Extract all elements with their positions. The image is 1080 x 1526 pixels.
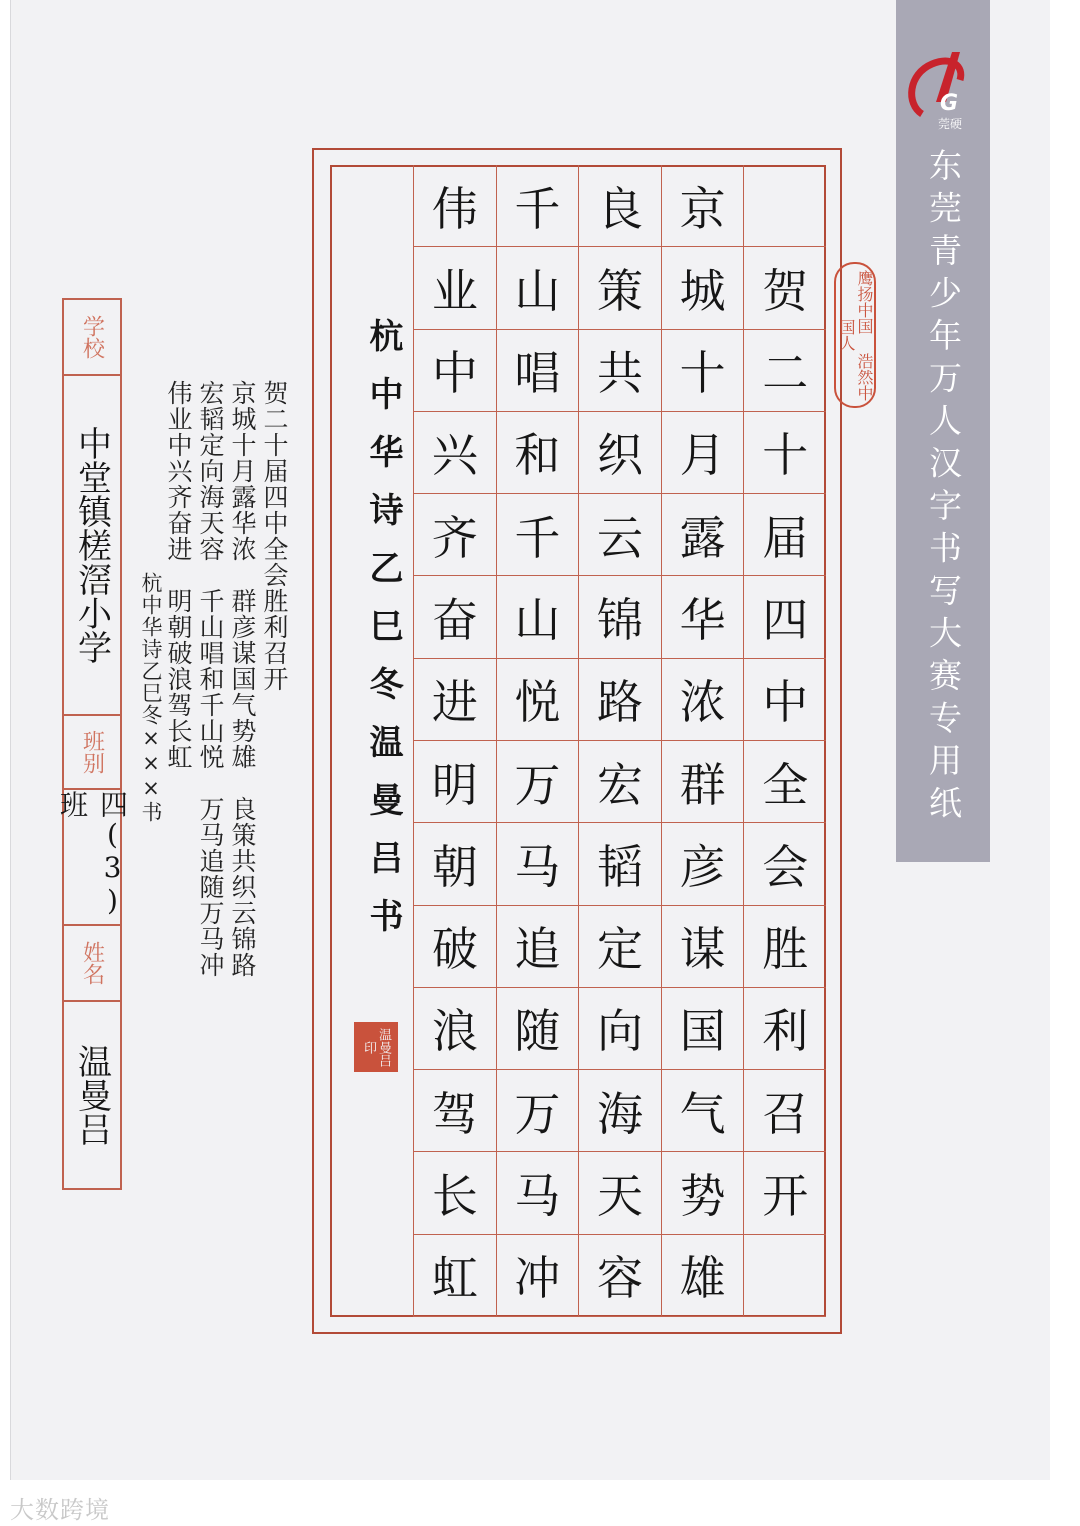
watermark: 大数跨境 (10, 1496, 110, 1524)
grid-cell: 召 (743, 1070, 826, 1152)
grid-cell: 城 (661, 247, 744, 329)
grid-cell: 驾 (413, 1070, 496, 1152)
grid-cell: 中 (743, 659, 826, 741)
grid-cell: 万 (496, 1070, 579, 1152)
seal-stamp-small: 温曼吕印 (354, 1022, 398, 1072)
seal-stamp-top: 鹰扬中国 浩然中国人 (834, 262, 876, 408)
grid-cell: 中 (413, 330, 496, 412)
grid-cell: 十 (661, 330, 744, 412)
grid-cell: 路 (578, 659, 661, 741)
contest-logo-icon (902, 44, 984, 132)
grid-cell: 明 (413, 741, 496, 823)
grid-cell: 织 (578, 412, 661, 494)
grid-cell: 万 (496, 741, 579, 823)
grid-cell: 齐 (413, 494, 496, 576)
grid-cell: 千 (496, 494, 579, 576)
grid-cell: 容 (578, 1235, 661, 1317)
grid-cell: 胜 (743, 906, 826, 988)
grid-cell: 宏 (578, 741, 661, 823)
grid-cell: 山 (496, 576, 579, 658)
grid-cell: 京 (661, 165, 744, 247)
grid-cell: 进 (413, 659, 496, 741)
grid-cell: 定 (578, 906, 661, 988)
grid-cell: 国 (661, 988, 744, 1070)
grid-cell: 业 (413, 247, 496, 329)
grid-cell: 向 (578, 988, 661, 1070)
grid-cell: 马 (496, 1152, 579, 1234)
grid-cell: 破 (413, 906, 496, 988)
grid-cell: 彦 (661, 823, 744, 905)
grid-cell: 追 (496, 906, 579, 988)
draft-line-2: 京城十月露华浓 群彦谋国气势雄 良策共织云锦路 (228, 380, 257, 978)
grid-cell: 利 (743, 988, 826, 1070)
grid-cell: 山 (496, 247, 579, 329)
grid-cell: 锦 (578, 576, 661, 658)
grid-cell: 冲 (496, 1235, 579, 1317)
grid-cell: 群 (661, 741, 744, 823)
svg-text:G: G (940, 91, 959, 116)
grid-cell (743, 165, 826, 247)
name-value: 温曼吕 (71, 1044, 112, 1146)
grid-cell: 四 (743, 576, 826, 658)
grid-cell: 千 (496, 165, 579, 247)
grid-cell: 伟 (413, 165, 496, 247)
student-info-panel (56, 298, 129, 1190)
contest-title: 东莞青少年万人汉字书写大赛专用纸 (924, 148, 963, 828)
grid-cell: 届 (743, 494, 826, 576)
grid-cell: 雄 (661, 1235, 744, 1317)
grid-cell: 势 (661, 1152, 744, 1234)
grid-cell: 悦 (496, 659, 579, 741)
grid-cell: 虹 (413, 1235, 496, 1317)
grid-cell: 和 (496, 412, 579, 494)
draft-line-4: 伟业中兴齐奋进 明朝破浪驾长虹 (164, 380, 193, 770)
grid-cell: 朝 (413, 823, 496, 905)
draft-line-1: 贺二十届四中全会胜利召开 (260, 380, 289, 692)
grid-cell: 海 (578, 1070, 661, 1152)
grid-cell: 谋 (661, 906, 744, 988)
grid-cell: 全 (743, 741, 826, 823)
school-label: 学校 (64, 300, 120, 376)
grid-cell: 浪 (413, 988, 496, 1070)
grid-cell: 二 (743, 330, 826, 412)
svg-text:莞硬: 莞硬 (938, 117, 963, 131)
grid-cell: 良 (578, 165, 661, 247)
name-label: 姓名 (64, 926, 120, 1002)
grid-cell: 华 (661, 576, 744, 658)
grid-cell: 会 (743, 823, 826, 905)
grid-cell: 露 (661, 494, 744, 576)
grid-cell: 长 (413, 1152, 496, 1234)
school-value: 中堂镇槎滘小学 (64, 376, 120, 716)
grid-cell: 兴 (413, 412, 496, 494)
grid-cell: 气 (661, 1070, 744, 1152)
grid-cell: 天 (578, 1152, 661, 1234)
grid-cell: 贺 (743, 247, 826, 329)
class-label: 班别 (64, 716, 120, 790)
draft-signature: 杭中华诗乙巳冬×××书 (139, 572, 163, 823)
grid-cell: 十 (743, 412, 826, 494)
grid-cell: 唱 (496, 330, 579, 412)
grid-cell (743, 1235, 826, 1317)
grid-cell: 云 (578, 494, 661, 576)
grid-cell: 马 (496, 823, 579, 905)
grid-cell: 随 (496, 988, 579, 1070)
grid-cell: 共 (578, 330, 661, 412)
grid-cell: 开 (743, 1152, 826, 1234)
class-value: 四(3)班 (64, 790, 120, 926)
draft-line-3: 宏韬定向海天容 千山唱和千山悦 万马追随万马冲 (196, 380, 225, 978)
character-grid (413, 165, 826, 1317)
grid-cell: 奋 (413, 576, 496, 658)
grid-cell: 浓 (661, 659, 744, 741)
grid-cell: 月 (661, 412, 744, 494)
calligraphy-signature: 杭中华诗乙巳冬温曼吕书 (363, 318, 403, 956)
grid-cell: 策 (578, 247, 661, 329)
grid-cell: 韬 (578, 823, 661, 905)
